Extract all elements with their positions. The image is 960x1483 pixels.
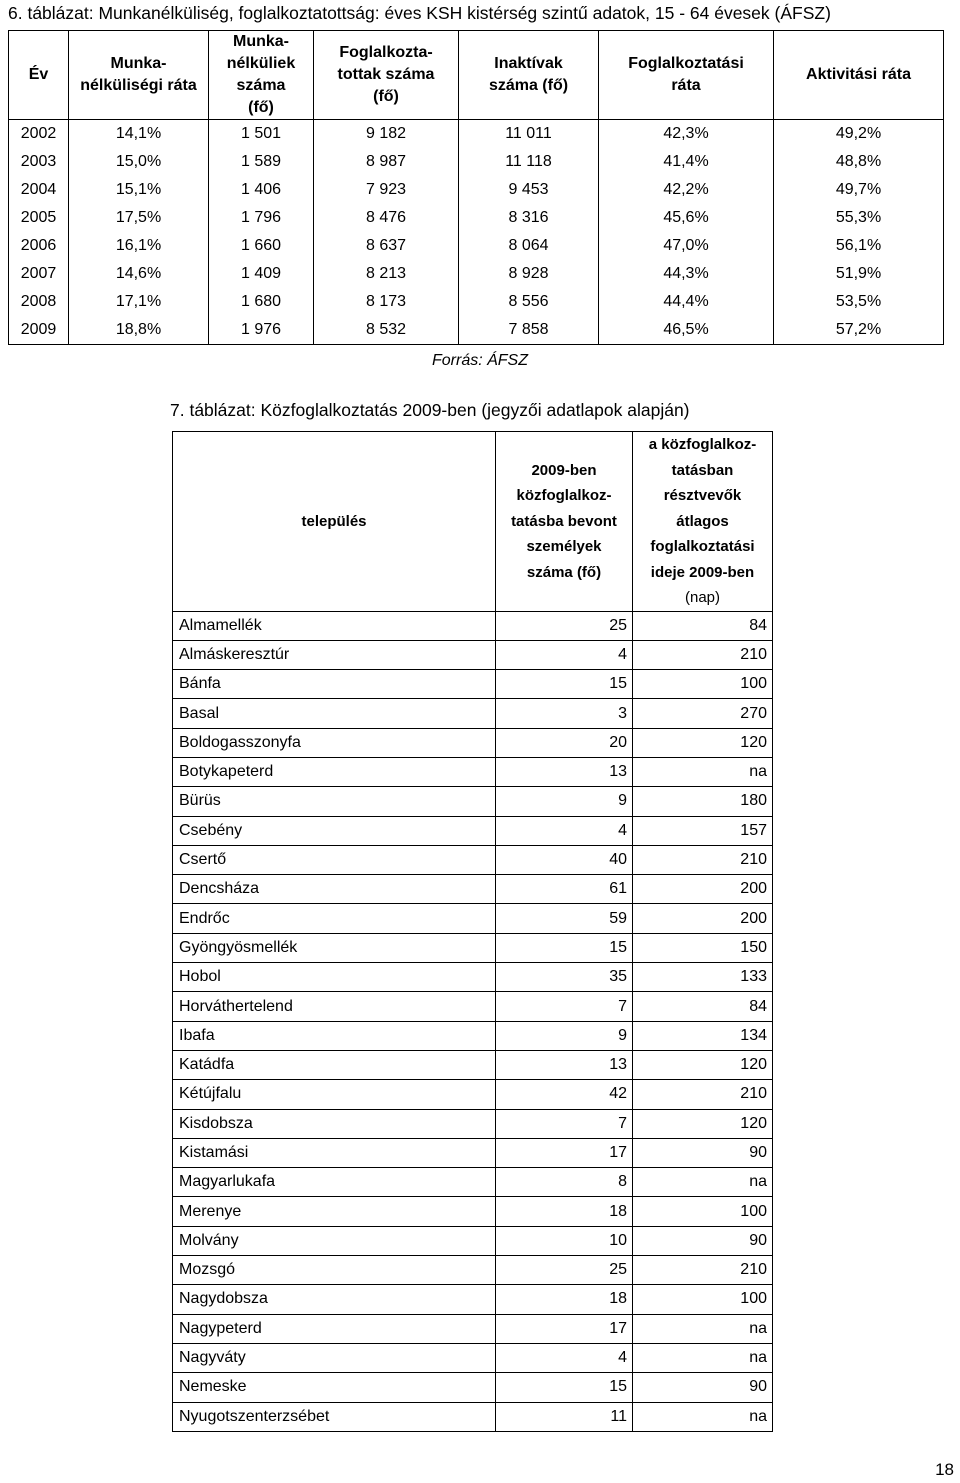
- table-cell: 15,0%: [69, 148, 209, 176]
- table-row: [173, 1080, 773, 1109]
- table-cell: 180: [633, 787, 773, 816]
- table-row: [9, 120, 944, 149]
- table6-header-cell: [459, 31, 599, 120]
- settlement-name: Csebény: [173, 816, 496, 845]
- table-row: [173, 904, 773, 933]
- table-row: [173, 1314, 773, 1343]
- table-cell: 120: [633, 1109, 773, 1138]
- settlement-name: Mozsgó: [173, 1256, 496, 1285]
- header-line: Aktivitási ráta: [806, 66, 911, 83]
- table-cell: 15: [496, 1373, 633, 1402]
- header-line: foglalkoztatási: [650, 538, 755, 555]
- table-cell: 41,4%: [599, 148, 774, 176]
- table-cell: 61: [496, 875, 633, 904]
- settlement-name: Horváthertelend: [173, 992, 496, 1021]
- table-row: [173, 992, 773, 1021]
- table-cell: 270: [633, 699, 773, 728]
- table-cell: 4: [496, 640, 633, 669]
- table-cell: na: [633, 1314, 773, 1343]
- table-cell: 2009: [9, 316, 69, 345]
- table-row: [173, 1256, 773, 1285]
- table-row: [9, 232, 944, 260]
- table6-caption: 6. táblázat: Munkanélküliség, foglalkoztatottság: éves KSH kistérség szintű adatok, 15 - 64 évesek (ÁFSZ): [8, 3, 831, 23]
- table-row: [173, 1285, 773, 1314]
- table6-header-cell: [774, 31, 944, 120]
- table-cell: 1 501: [209, 120, 314, 149]
- table-cell: 53,5%: [774, 288, 944, 316]
- table-cell: 35: [496, 963, 633, 992]
- table-cell: 134: [633, 1021, 773, 1050]
- settlement-name: Ibafa: [173, 1021, 496, 1050]
- table6-header-cell: [9, 31, 69, 120]
- table-row: [173, 1138, 773, 1167]
- settlement-name: Merenye: [173, 1197, 496, 1226]
- table-row: [173, 875, 773, 904]
- table-cell: 1 660: [209, 232, 314, 260]
- settlement-name: Kétújfalu: [173, 1080, 496, 1109]
- table-cell: na: [633, 1168, 773, 1197]
- table-cell: 4: [496, 1343, 633, 1372]
- settlement-name: Bánfa: [173, 670, 496, 699]
- header-line: Inaktívak: [494, 55, 563, 72]
- table-cell: 1 589: [209, 148, 314, 176]
- table-row: [9, 260, 944, 288]
- table-cell: 90: [633, 1138, 773, 1167]
- table-cell: 84: [633, 992, 773, 1021]
- table6-header-cell: [209, 31, 314, 120]
- table-cell: 2008: [9, 288, 69, 316]
- table-cell: 7 923: [314, 176, 459, 204]
- settlement-name: Almamellék: [173, 611, 496, 640]
- header-line: személyek: [526, 538, 602, 555]
- table-cell: 47,0%: [599, 232, 774, 260]
- settlement-name: Almáskeresztúr: [173, 640, 496, 669]
- table-cell: 55,3%: [774, 204, 944, 232]
- table-cell: 8 213: [314, 260, 459, 288]
- header-line: tottak száma: [337, 66, 435, 83]
- table-row: [173, 1021, 773, 1050]
- settlement-name: Magyarlukafa: [173, 1168, 496, 1197]
- settlement-name: Dencsháza: [173, 875, 496, 904]
- header-line: ráta: [671, 77, 701, 94]
- table-cell: 25: [496, 1256, 633, 1285]
- table-row: [9, 316, 944, 345]
- header-line: Foglalkozta-: [339, 44, 433, 61]
- table-cell: 57,2%: [774, 316, 944, 345]
- table-cell: 2004: [9, 176, 69, 204]
- table-row: [173, 1373, 773, 1402]
- settlement-name: Molvány: [173, 1226, 496, 1255]
- table-cell: 51,9%: [774, 260, 944, 288]
- table7-header-days: [633, 432, 773, 612]
- table-cell: 13: [496, 757, 633, 786]
- table-cell: 7: [496, 992, 633, 1021]
- table-cell: 17,1%: [69, 288, 209, 316]
- table-cell: 14,6%: [69, 260, 209, 288]
- table-cell: 8 476: [314, 204, 459, 232]
- table-cell: 46,5%: [599, 316, 774, 345]
- table6-body: [9, 120, 944, 345]
- table-cell: 9: [496, 787, 633, 816]
- table-cell: 42,2%: [599, 176, 774, 204]
- table-cell: 42,3%: [599, 120, 774, 149]
- table-cell: na: [633, 757, 773, 786]
- table-cell: 8 556: [459, 288, 599, 316]
- table-cell: 15: [496, 670, 633, 699]
- table-cell: 10: [496, 1226, 633, 1255]
- table-cell: 17: [496, 1314, 633, 1343]
- header-unit: (nap): [684, 589, 721, 606]
- table-row: [173, 933, 773, 962]
- header-line: Foglalkoztatási: [628, 55, 744, 72]
- header-line: (fő): [248, 99, 274, 116]
- table-row: [173, 757, 773, 786]
- table-cell: 100: [633, 1197, 773, 1226]
- header-line: száma (fő): [488, 77, 569, 94]
- settlement-name: Katádfa: [173, 1050, 496, 1079]
- table7-header-row: [173, 432, 773, 612]
- table-cell: 7: [496, 1109, 633, 1138]
- header-line: Munka-: [233, 33, 289, 50]
- settlement-name: Bürüs: [173, 787, 496, 816]
- table-cell: 11: [496, 1402, 633, 1431]
- settlement-name: Boldogasszonyfa: [173, 728, 496, 757]
- table-row: [9, 148, 944, 176]
- table7-body: [173, 611, 773, 1431]
- table-cell: 84: [633, 611, 773, 640]
- settlement-name: Kistamási: [173, 1138, 496, 1167]
- settlement-name: Nagypeterd: [173, 1314, 496, 1343]
- header-line: 2009-ben: [531, 461, 597, 479]
- header-line: település: [301, 512, 367, 530]
- table-cell: 25: [496, 611, 633, 640]
- table-cell: 16,1%: [69, 232, 209, 260]
- table-cell: 8 987: [314, 148, 459, 176]
- table-cell: 59: [496, 904, 633, 933]
- table-row: [173, 1226, 773, 1255]
- table-cell: 18: [496, 1197, 633, 1226]
- table-cell: 90: [633, 1373, 773, 1402]
- header-line: közfoglalkoz-: [516, 487, 612, 504]
- header-line: Év: [28, 66, 49, 83]
- table6-source: Forrás: ÁFSZ: [431, 352, 528, 369]
- table-cell: 210: [633, 1080, 773, 1109]
- table-cell: 210: [633, 845, 773, 874]
- settlement-name: Kisdobsza: [173, 1109, 496, 1138]
- table-cell: 49,7%: [774, 176, 944, 204]
- table-cell: 2002: [9, 120, 69, 149]
- table7-caption: 7. táblázat: Közfoglalkoztatás 2009-ben (jegyzői adatlapok alapján): [170, 400, 690, 420]
- table-cell: 11 118: [459, 148, 599, 176]
- table-cell: na: [633, 1402, 773, 1431]
- table-cell: 42: [496, 1080, 633, 1109]
- table-cell: 2005: [9, 204, 69, 232]
- table-row: [9, 176, 944, 204]
- table-cell: 14,1%: [69, 120, 209, 149]
- table-cell: 157: [633, 816, 773, 845]
- table-cell: 1 976: [209, 316, 314, 345]
- table-cell: 8 637: [314, 232, 459, 260]
- table-cell: 120: [633, 1050, 773, 1079]
- table-cell: 2006: [9, 232, 69, 260]
- table-cell: 9 182: [314, 120, 459, 149]
- header-line: Munka-: [110, 55, 167, 72]
- table-cell: 17: [496, 1138, 633, 1167]
- table-cell: 210: [633, 1256, 773, 1285]
- table-cell: 48,8%: [774, 148, 944, 176]
- table-row: [9, 288, 944, 316]
- settlement-name: Gyöngyösmellék: [173, 933, 496, 962]
- table6-header-cell: [599, 31, 774, 120]
- header-line: (fő): [373, 88, 399, 105]
- header-line: nélküliségi ráta: [80, 77, 197, 94]
- settlement-name: Nagydobsza: [173, 1285, 496, 1314]
- table-row: [173, 816, 773, 845]
- table-cell: 2007: [9, 260, 69, 288]
- table-cell: 11 011: [459, 120, 599, 149]
- header-line: tatásba bevont: [511, 512, 617, 530]
- table-cell: 210: [633, 640, 773, 669]
- table-row: [173, 699, 773, 728]
- table-cell: 1 409: [209, 260, 314, 288]
- header-line: átlagos: [676, 512, 729, 530]
- table-row: [173, 1168, 773, 1197]
- table6-header-cell: [314, 31, 459, 120]
- table-row: [173, 728, 773, 757]
- table-cell: 40: [496, 845, 633, 874]
- settlement-name: Botykapeterd: [173, 757, 496, 786]
- table-cell: 7 858: [459, 316, 599, 345]
- table-cell: na: [633, 1343, 773, 1372]
- table-cell: 1 796: [209, 204, 314, 232]
- table-cell: 9: [496, 1021, 633, 1050]
- table-cell: 45,6%: [599, 204, 774, 232]
- table-cell: 150: [633, 933, 773, 962]
- public-employment-table: [172, 431, 773, 1432]
- table-cell: 15,1%: [69, 176, 209, 204]
- table-row: [173, 1197, 773, 1226]
- settlement-name: Endrőc: [173, 904, 496, 933]
- header-line: ideje 2009-ben: [650, 563, 755, 581]
- table6-header-row: [9, 31, 944, 120]
- table-cell: 100: [633, 670, 773, 699]
- table7-header-settlement: [173, 432, 496, 612]
- header-line: száma (fő): [526, 563, 602, 581]
- table-cell: 18,8%: [69, 316, 209, 345]
- header-line: nélküliek száma: [226, 55, 296, 94]
- table-cell: 20: [496, 728, 633, 757]
- table-cell: 8: [496, 1168, 633, 1197]
- table-row: [173, 1050, 773, 1079]
- table-cell: 1 406: [209, 176, 314, 204]
- table-cell: 49,2%: [774, 120, 944, 149]
- settlement-name: Nagyváty: [173, 1343, 496, 1372]
- table-cell: 9 453: [459, 176, 599, 204]
- table-cell: 200: [633, 875, 773, 904]
- settlement-name: Nyugotszenterzsébet: [173, 1402, 496, 1431]
- table-cell: 4: [496, 816, 633, 845]
- table-row: [173, 787, 773, 816]
- table-cell: 17,5%: [69, 204, 209, 232]
- header-line: a közfoglalkoz-: [648, 436, 757, 453]
- table-cell: 100: [633, 1285, 773, 1314]
- table7-header-persons: [496, 432, 633, 612]
- table-row: [173, 963, 773, 992]
- table-cell: 8 928: [459, 260, 599, 288]
- table-cell: 90: [633, 1226, 773, 1255]
- table-row: [173, 1109, 773, 1138]
- header-line: tatásban: [671, 461, 734, 479]
- table-cell: 8 173: [314, 288, 459, 316]
- table-cell: 2003: [9, 148, 69, 176]
- table-row: [173, 1402, 773, 1431]
- header-line: résztvevők: [663, 487, 742, 504]
- table-row: [173, 640, 773, 669]
- table-row: [9, 204, 944, 232]
- table-cell: 15: [496, 933, 633, 962]
- table-cell: 8 064: [459, 232, 599, 260]
- table-row: [173, 1343, 773, 1372]
- table-cell: 3: [496, 699, 633, 728]
- table-cell: 56,1%: [774, 232, 944, 260]
- table-cell: 18: [496, 1285, 633, 1314]
- table-row: [173, 670, 773, 699]
- table-cell: 8 532: [314, 316, 459, 345]
- table-cell: 44,4%: [599, 288, 774, 316]
- table-cell: 8 316: [459, 204, 599, 232]
- unemployment-table: [8, 30, 944, 345]
- table-cell: 1 680: [209, 288, 314, 316]
- settlement-name: Nemeske: [173, 1373, 496, 1402]
- table-cell: 200: [633, 904, 773, 933]
- table6-header-cell: [69, 31, 209, 120]
- settlement-name: Csertő: [173, 845, 496, 874]
- table-cell: 13: [496, 1050, 633, 1079]
- settlement-name: Basal: [173, 699, 496, 728]
- table-cell: 120: [633, 728, 773, 757]
- table-row: [173, 845, 773, 874]
- page-number: 18: [935, 1460, 954, 1479]
- table-cell: 44,3%: [599, 260, 774, 288]
- table-cell: 133: [633, 963, 773, 992]
- settlement-name: Hobol: [173, 963, 496, 992]
- table-row: [173, 611, 773, 640]
